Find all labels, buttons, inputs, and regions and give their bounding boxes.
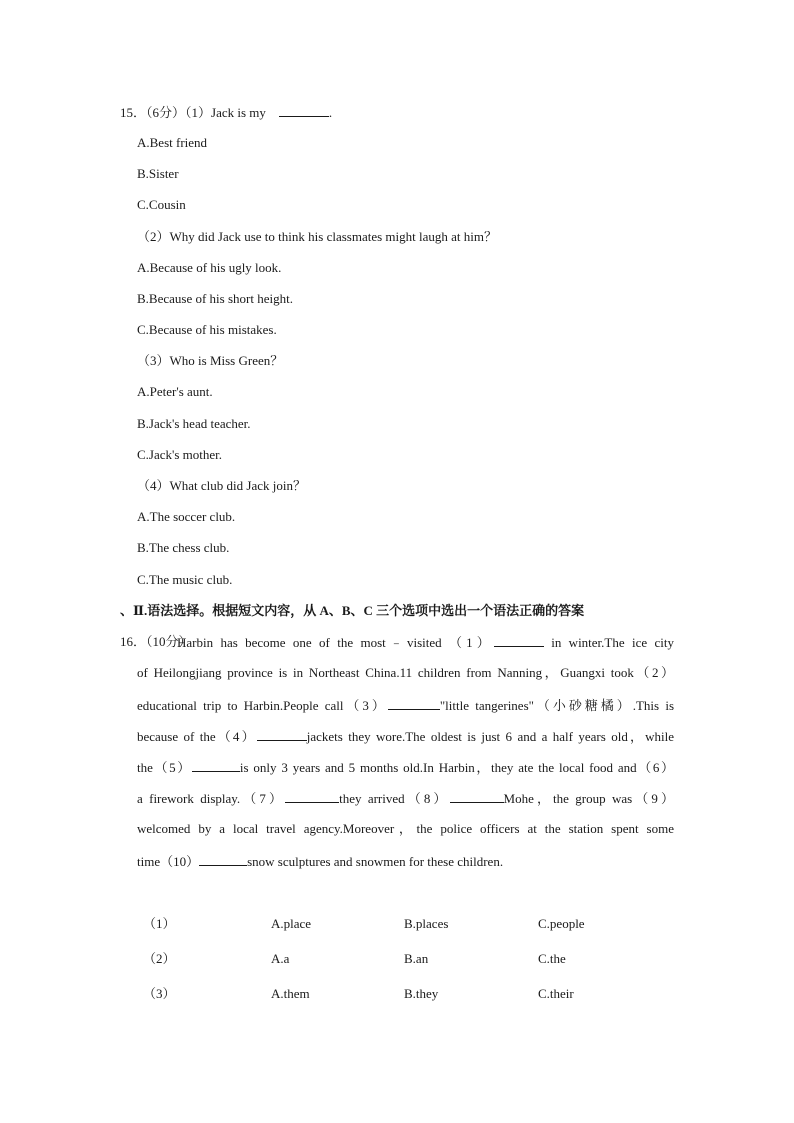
option-a[interactable]: A.place bbox=[271, 916, 312, 931]
passage-text: educational trip to Harbin.People call（3） bbox=[137, 698, 388, 713]
q15-sub4-prompt: （4）What club did Jack join？ bbox=[137, 478, 306, 493]
answer-blank-4[interactable] bbox=[257, 728, 307, 741]
passage-text: time（10） bbox=[137, 854, 200, 869]
passage-text: Harbin has become one of the most﹣visited （1） bbox=[177, 635, 494, 650]
q16-score: （10分） bbox=[146, 634, 192, 649]
q16-passage-line-1 bbox=[177, 634, 674, 651]
section-heading: 、Ⅱ.语法选择。根据短文内容，从 A、B、C 三个选项中选出一个语法正确的答案 bbox=[120, 603, 585, 618]
q15-sub1-option-c[interactable]: C.Cousin bbox=[137, 197, 186, 212]
q16-passage-line-8 bbox=[137, 853, 674, 870]
options-row bbox=[143, 986, 638, 1021]
answer-blank-1[interactable] bbox=[494, 634, 544, 647]
option-c[interactable]: C.the bbox=[538, 951, 566, 966]
q15-sub3-option-b[interactable]: B.Jack's head teacher. bbox=[137, 416, 251, 431]
passage-text: is only 3 years and 5 months old.In Harbin，they ate the local food and（6） bbox=[239, 760, 674, 775]
q15-sub2-prompt: （2）Why did Jack use to think his classmates might laugh at him？ bbox=[137, 229, 497, 244]
q16-passage-line-7: welcomed by a local travel agency.Moreover，the police officers at the station spent some bbox=[137, 821, 674, 836]
option-c[interactable]: C.their bbox=[538, 986, 574, 1001]
option-a[interactable]: A.a bbox=[271, 951, 290, 966]
answer-blank-5[interactable] bbox=[192, 759, 240, 772]
passage-text: snow sculptures and snowmen for these children. bbox=[247, 854, 504, 869]
q15-sub2-option-a[interactable]: A.Because of his ugly look. bbox=[137, 260, 282, 275]
q16-number: 16． bbox=[120, 634, 147, 649]
q15-sub4-option-c[interactable]: C.The music club. bbox=[137, 572, 233, 587]
passage-text: Mohe，the group was（9） bbox=[503, 791, 674, 806]
q15-sub1-option-a[interactable]: A.Best friend bbox=[137, 135, 208, 150]
options-row bbox=[143, 916, 638, 951]
option-row-number: （1） bbox=[143, 916, 176, 931]
q15-sub3-option-c[interactable]: C.Jack's mother. bbox=[137, 447, 223, 462]
passage-text: "little tangerines"（小砂糖橘）.This is bbox=[439, 698, 675, 713]
q15-sub1-option-b[interactable]: B.Sister bbox=[137, 166, 179, 181]
option-a[interactable]: A.them bbox=[271, 986, 310, 1001]
q16-passage-line-5 bbox=[137, 759, 674, 776]
option-c[interactable]: C.people bbox=[538, 916, 585, 931]
passage-text: a firework display.（7） bbox=[137, 791, 286, 806]
passage-text: in winter.The ice city bbox=[551, 635, 674, 650]
option-b[interactable]: B.they bbox=[404, 986, 439, 1001]
passage-text: the（5） bbox=[137, 760, 192, 775]
q15-sub4-option-a[interactable]: A.The soccer club. bbox=[137, 509, 236, 524]
q15-number: 15． bbox=[120, 105, 147, 120]
q15-score: （6分） bbox=[146, 105, 186, 120]
answer-blank-8[interactable] bbox=[450, 790, 504, 803]
options-table bbox=[143, 916, 638, 1021]
q16-passage-line-4 bbox=[137, 728, 674, 745]
passage-text: they arrived（8） bbox=[339, 791, 450, 806]
answer-blank[interactable] bbox=[279, 104, 329, 117]
passage-text: because of the（4） bbox=[137, 729, 257, 744]
q16-passage-line-6 bbox=[137, 790, 674, 807]
answer-blank-10[interactable] bbox=[199, 853, 247, 866]
answer-blank-3[interactable] bbox=[388, 697, 440, 710]
passage-text: jackets they wore.The oldest is just 6 and a half years old，while bbox=[306, 729, 674, 744]
option-b[interactable]: B.an bbox=[404, 951, 429, 966]
q15-sub2-option-b[interactable]: B.Because of his short height. bbox=[137, 291, 293, 306]
q15-sub3-prompt: （3）Who is Miss Green？ bbox=[137, 353, 284, 368]
q16-passage-line-3 bbox=[137, 697, 674, 714]
option-b[interactable]: B.places bbox=[404, 916, 449, 931]
q16-passage-line-2: of Heilongjiang province is in Northeast China.11 children from Nanning，Guangxi took（2） bbox=[137, 665, 674, 680]
option-row-number: （2） bbox=[143, 951, 176, 966]
options-row bbox=[143, 951, 638, 986]
q15-sub1-end: . bbox=[328, 105, 333, 120]
option-row-number: （3） bbox=[143, 986, 176, 1001]
q15-sub3-option-a[interactable]: A.Peter's aunt. bbox=[137, 384, 213, 399]
q15-header bbox=[120, 104, 332, 121]
answer-blank-7[interactable] bbox=[285, 790, 339, 803]
q15-sub4-option-b[interactable]: B.The chess club. bbox=[137, 540, 230, 555]
q15-sub2-option-c[interactable]: C.Because of his mistakes. bbox=[137, 322, 277, 337]
q15-sub1-prompt: （1）Jack is my bbox=[185, 105, 266, 120]
